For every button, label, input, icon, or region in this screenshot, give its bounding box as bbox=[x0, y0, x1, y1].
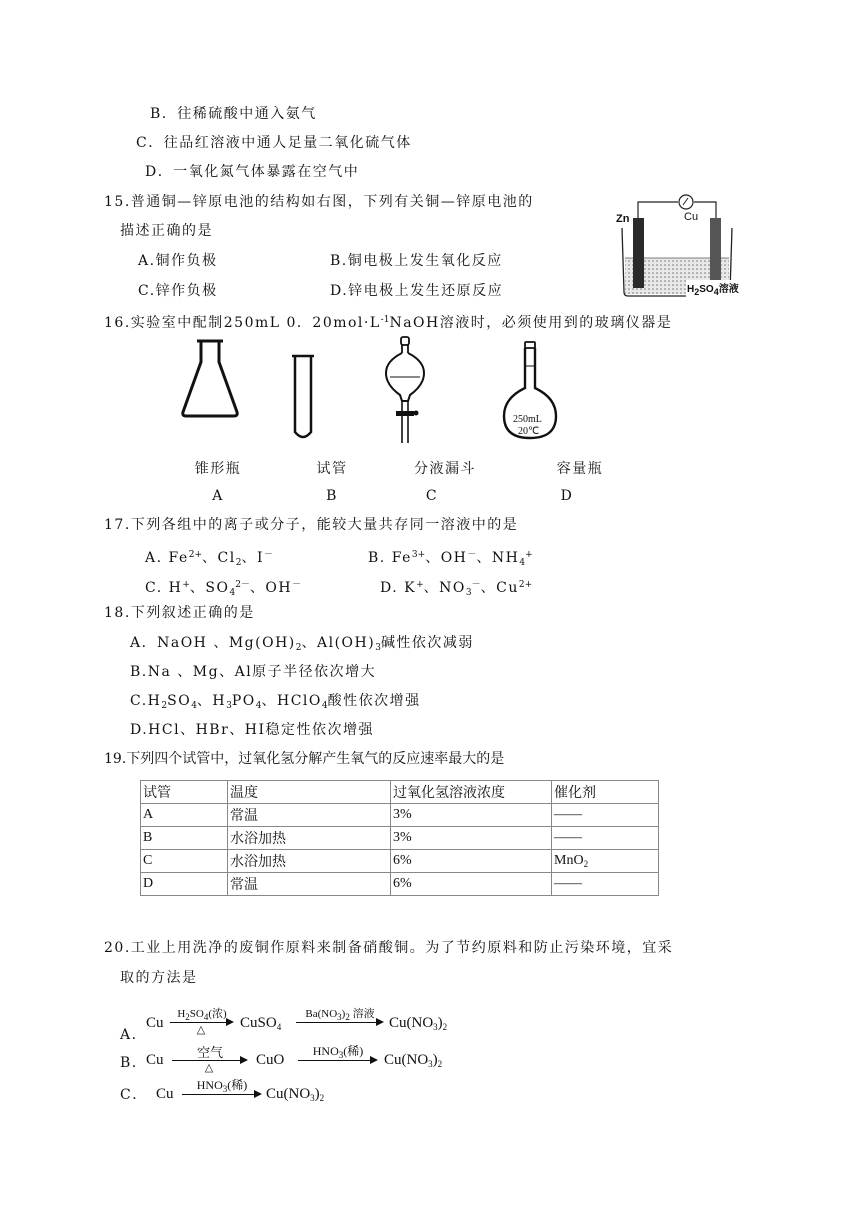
route-a-condition-1: $H_2SO_4$(浓) bbox=[177, 1008, 227, 1022]
table-row bbox=[141, 850, 659, 873]
header-catalyst: 催化剂 bbox=[552, 781, 659, 804]
q17-stem: 17.下列各组中的离子或分子，能较大量共存同一溶液中的是 bbox=[104, 517, 519, 533]
route-b-reactant: Cu bbox=[146, 1052, 164, 1068]
table-row bbox=[141, 873, 659, 896]
q18-option-c: $C.H_2SO_4$、$H_3PO_4$、HClO$_4$酸性依次增强 bbox=[130, 693, 421, 711]
cell-tube: D bbox=[141, 873, 228, 896]
cell-cat: —— bbox=[552, 873, 659, 896]
route-c-reactant: Cu bbox=[156, 1086, 174, 1102]
route-b-condition-2: $HNO_3$(稀) bbox=[312, 1044, 364, 1060]
cell-cat: MnO$_2$ bbox=[552, 850, 659, 873]
cell-conc: 3% bbox=[391, 804, 552, 827]
instrument-name-b: 试管 bbox=[316, 461, 348, 477]
instrument-letter-c: C bbox=[425, 488, 439, 504]
instrument-name-a: 锥形瓶 bbox=[194, 461, 242, 477]
header-temperature: 温度 bbox=[228, 781, 391, 804]
q18-option-d: D.HCl、HBr、HI稳定性依次增强 bbox=[130, 722, 375, 738]
cell-tube: B bbox=[141, 827, 228, 850]
cell-conc: 6% bbox=[391, 873, 552, 896]
route-b-intermediate: CuO bbox=[256, 1052, 285, 1068]
route-a-product: $Cu(NO_3)_2$ bbox=[389, 1015, 448, 1032]
route-c-condition-1: $HNO_3$(稀) bbox=[196, 1078, 248, 1094]
header-concentration: 过氧化氢溶液浓度 bbox=[391, 781, 552, 804]
instrument-letter-a: A bbox=[212, 488, 224, 504]
route-c-product: $Cu(NO_3)_2$ bbox=[266, 1086, 325, 1103]
separatory-funnel-icon bbox=[380, 335, 430, 447]
solution-label: $H_2SO_4$溶液 bbox=[686, 280, 740, 297]
route-b-condition-1: 空气 bbox=[196, 1046, 223, 1061]
conical-flask-icon bbox=[180, 336, 240, 418]
q20-stem-line2: 取的方法是 bbox=[120, 970, 198, 986]
q15-option-c: C.锌作负极 bbox=[138, 283, 218, 299]
route-b-heat-1: △ bbox=[204, 1062, 214, 1074]
instrument-name-c: 分液漏斗 bbox=[414, 461, 476, 477]
q20-option-c-label: C． bbox=[120, 1087, 148, 1103]
test-tube-icon bbox=[290, 352, 316, 444]
q15-option-d: D.锌电极上发生还原反应 bbox=[330, 283, 504, 299]
instrument-name-d: 容量瓶 bbox=[556, 461, 604, 477]
route-a-arrow-2 bbox=[296, 1022, 382, 1023]
route-c-arrow-1 bbox=[182, 1094, 260, 1095]
q16-stem: 16.实验室中配制250mL 0．$20mol\cdot L^{-1}NaOH$溶液时，必须使用到的玻璃仪器是 bbox=[104, 315, 673, 331]
q15-option-b: B.铜电极上发生氧化反应 bbox=[330, 253, 503, 269]
cell-tube: C bbox=[141, 850, 228, 873]
route-a-condition-2: $Ba(NO_3)_2$ 溶液 bbox=[305, 1008, 375, 1022]
cell-temp: 水浴加热 bbox=[228, 850, 391, 873]
instrument-letter-d: D bbox=[560, 488, 574, 504]
q14-option-c: C．往品红溶液中通人足量二氧化硫气体 bbox=[136, 135, 412, 151]
cell-temp: 常温 bbox=[228, 873, 391, 896]
route-a-intermediate: CuSO$_4$ bbox=[240, 1015, 282, 1032]
q18-option-a: A．NaOH 、$Mg(OH)_2$、$Al(OH)_3$碱性依次减弱 bbox=[130, 635, 474, 653]
q19-stem: 19.下列四个试管中，过氧化氢分解产生氧气的反应速率最大的是 bbox=[104, 751, 505, 767]
q20-stem-line1: 20.工业上用洗净的废铜作原料来制备硝酸铜。为了节约原料和防止污染环境，宜采 bbox=[104, 940, 674, 956]
cell-cat: —— bbox=[552, 804, 659, 827]
zn-electrode-label: Zn bbox=[616, 213, 630, 225]
q17-option-d: D. K+、$NO_3^-$、$Cu^{2+}$ bbox=[380, 580, 533, 598]
cell-conc: 3% bbox=[391, 827, 552, 850]
cell-temp: 水浴加热 bbox=[228, 827, 391, 850]
instrument-letter-b: B bbox=[326, 488, 338, 504]
table-header-row bbox=[141, 781, 659, 804]
flask-temp-label: 20℃ bbox=[518, 426, 540, 437]
cell-tube: A bbox=[141, 804, 228, 827]
q17-option-c: C. H+、$SO_4^{2-}$、OH－ bbox=[145, 580, 302, 598]
q15-stem-line1: 15.普通铜—锌原电池的结构如右图，下列有关铜—锌原电池的 bbox=[104, 194, 534, 210]
route-a-reactant: Cu bbox=[146, 1015, 164, 1031]
cell-cat: —— bbox=[552, 827, 659, 850]
q18-stem: 18.下列叙述正确的是 bbox=[104, 605, 255, 621]
q14-option-b: B．往稀硫酸中通入氨气 bbox=[150, 106, 317, 122]
q20-option-a-label: A． bbox=[120, 1027, 148, 1043]
q18-option-b: B.Na 、Mg、Al原子半径依次增大 bbox=[130, 664, 377, 680]
q17-option-a: A. $Fe^{2+}$、$Cl_2$、I－ bbox=[145, 550, 274, 568]
cell-temp: 常温 bbox=[228, 804, 391, 827]
q20-option-b-label: B． bbox=[120, 1055, 148, 1071]
cu-electrode-label: Cu bbox=[684, 211, 699, 223]
route-b-product: $Cu(NO_3)_2$ bbox=[384, 1052, 443, 1069]
cell-conc: 6% bbox=[391, 850, 552, 873]
q14-option-d: D．一氧化氮气体暴露在空气中 bbox=[145, 164, 360, 180]
header-tube: 试管 bbox=[141, 781, 228, 804]
q17-option-b: B. $Fe^{3+}$、OH－、$NH_4^+$ bbox=[368, 550, 533, 568]
table-row bbox=[141, 804, 659, 827]
q19-table bbox=[140, 780, 659, 896]
route-b-arrow-2 bbox=[298, 1060, 376, 1061]
flask-volume-label: 250mL bbox=[513, 414, 542, 425]
route-a-heat-1: △ bbox=[196, 1024, 206, 1036]
q15-stem-line2: 描述正确的是 bbox=[120, 223, 213, 239]
table-row bbox=[141, 827, 659, 850]
q15-option-a: A.铜作负极 bbox=[138, 253, 218, 269]
